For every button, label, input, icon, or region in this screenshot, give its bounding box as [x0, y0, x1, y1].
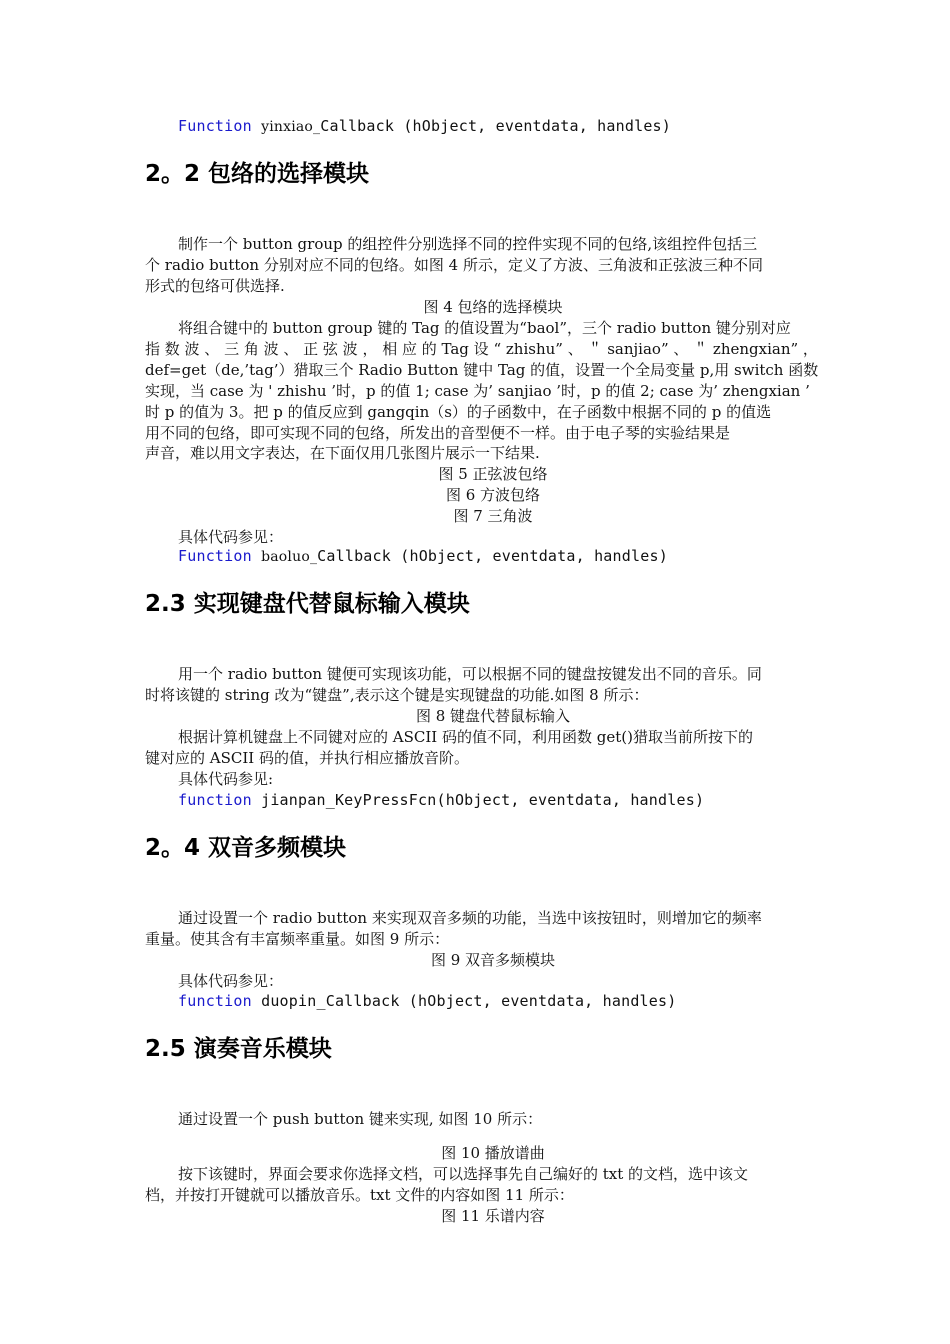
paragraph-line: 将组合键中的 button group 键的 Tag 的值设置为“baol”，三个 radio button 键分别对应 [178, 319, 791, 337]
paragraph-line: def=get（de,’tag’）猎取三个 Radio Button 键中 Tag 的值，设置一个全局变量 p,用 switch 函数 [145, 361, 819, 379]
paragraph-line: 通过设置一个 push button 键来实现, 如图 10 所示： [178, 1110, 543, 1128]
code-line-yinxiao [178, 116, 807, 138]
see-code-label: 具体代码参见： [178, 528, 284, 546]
figure-caption-5: 图 5 正弦波包络 [438, 465, 548, 483]
figure-caption-11: 图 11 乐谱内容 [441, 1207, 545, 1225]
code-function-name: yinxiao_ [261, 119, 321, 135]
code-line-baoluo [178, 546, 807, 568]
section-heading-2-5: 2.5 演奏音乐模块 [145, 1036, 332, 1062]
code-signature: duopin_Callback (hObject, eventdata, handles) [261, 992, 677, 1010]
paragraph-line: 用不同的包络，即可实现不同的包络，所发出的音型便不一样。由于电子琴的实验结果是 [145, 424, 731, 442]
code-signature: jianpan_KeyPressFcn(hObject, eventdata, handles) [261, 791, 705, 809]
code-keyword: Function [178, 547, 252, 565]
code-line-jianpan [178, 790, 807, 811]
paragraph-line: 时 p 的值为 3。把 p 的值反应到 gangqin（s）的子函数中，在子函数中根据不同的 p 的值选 [145, 403, 772, 421]
code-signature: Callback (hObject, eventdata, handles) [320, 117, 672, 135]
code-keyword: function [178, 791, 252, 809]
paragraph-line: 键对应的 ASCII 码的值，并执行相应播放音阶。 [145, 749, 469, 767]
paragraph-line: 用一个 radio button 键便可实现该功能，可以根据不同的键盘按键发出不同的音乐。同 [178, 665, 762, 683]
figure-caption-7: 图 7 三角波 [453, 507, 533, 525]
paragraph-line: 指 数 波 、 三 角 波 、 正 弦 波 ， 相 应 的 Tag 设 “ zhishu” 、 ＂ sanjiao” 、 ＂ zhengxian” ， [145, 340, 818, 358]
paragraph-line: 形式的包络可供选择. [145, 277, 285, 295]
paragraph-line: 重量。使其含有丰富频率重量。如图 9 所示： [145, 930, 450, 948]
figure-caption-4: 图 4 包络的选择模块 [423, 298, 563, 316]
section-heading-2-4: 2。4 双音多频模块 [145, 835, 347, 861]
paragraph-line: 通过设置一个 radio button 来实现双音多频的功能，当选中该按钮时，则增加它的频率 [178, 909, 762, 927]
code-function-name: baoluo_ [261, 549, 318, 565]
code-keyword: function [178, 992, 252, 1010]
paragraph-line: 实现，当 case 为 ' zhishu ’时，p 的值 1; case 为’ sanjiao ’时，p 的值 2; case 为’ zhengxian ’ [145, 382, 810, 400]
paragraph-line: 按下该键时，界面会要求你选择文档，可以选择事先自己编好的 txt 的文档，选中该文 [178, 1165, 749, 1183]
paragraph-line: 制作一个 button group 的组控件分别选择不同的控件实现不同的包络,该组控件包括三 [178, 235, 758, 253]
paragraph-line: 时将该键的 string 改为“键盘”,表示这个键是实现键盘的功能.如图 8 所示： [145, 686, 649, 704]
section-heading-2-3: 2.3 实现键盘代替鼠标输入模块 [145, 591, 470, 617]
code-signature: Callback (hObject, eventdata, handles) [317, 547, 668, 565]
paragraph-line: 根据计算机键盘上不同键对应的 ASCII 码的值不同，利用函数 get()猎取当前所按下的 [178, 728, 753, 746]
paragraph-line: 个 radio button 分别对应不同的包络。如图 4 所示，定义了方波、三角波和正弦波三种不同 [145, 256, 763, 274]
code-keyword: Function [178, 117, 252, 135]
figure-caption-6: 图 6 方波包络 [445, 486, 541, 504]
figure-caption-10: 图 10 播放谱曲 [441, 1144, 545, 1162]
paragraph-line: 档，并按打开键就可以播放音乐。txt 文件的内容如图 11 所示： [145, 1186, 574, 1204]
code-line-duopin [178, 991, 807, 1012]
see-code-label: 具体代码参见: [178, 770, 274, 788]
paragraph-line: 声音，难以用文字表达，在下面仅用几张图片展示一下结果. [145, 444, 540, 462]
see-code-label: 具体代码参见： [178, 972, 284, 990]
figure-caption-9: 图 9 双音多频模块 [430, 951, 556, 969]
figure-caption-8: 图 8 键盘代替鼠标输入 [415, 707, 571, 725]
section-heading-2-2: 2。2 包络的选择模块 [145, 161, 370, 187]
